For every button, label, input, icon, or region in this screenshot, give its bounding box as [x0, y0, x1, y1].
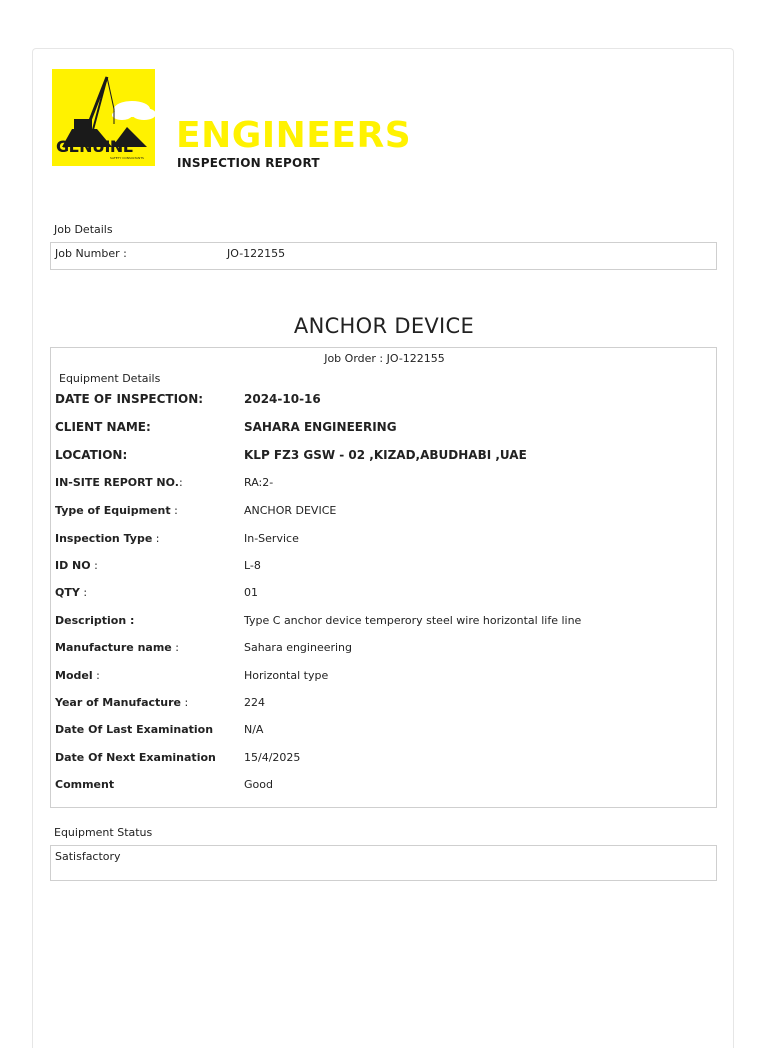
detail-value: 224 — [244, 696, 265, 709]
detail-value: Sahara engineering — [244, 641, 353, 654]
detail-value: In-Service — [244, 532, 299, 545]
company-logo — [52, 69, 155, 166]
detail-key: IN-SITE REPORT NO. — [55, 476, 179, 489]
equipment-status-box — [50, 845, 717, 881]
equipment-details-label: Equipment Details — [59, 372, 161, 385]
detail-key: Type of Equipment — [55, 504, 171, 517]
equipment-status-label: Equipment Status — [54, 826, 153, 839]
detail-key: ID NO — [55, 559, 91, 572]
detail-key-suffix: : — [79, 586, 88, 599]
job-details-label: Job Details — [54, 223, 113, 236]
detail-value: RA:2- — [244, 476, 274, 489]
detail-value: L-8 — [244, 559, 261, 572]
job-order: Job Order : JO-122155 — [324, 352, 445, 365]
detail-key: Manufacture name — [55, 641, 172, 654]
detail-key: Year of Manufacture — [55, 696, 182, 709]
detail-value: ANCHOR DEVICE — [244, 504, 337, 517]
detail-value: Horizontal type — [244, 669, 329, 682]
detail-key-suffix: : — [152, 532, 160, 545]
detail-value: SAHARA ENGINEERING — [244, 420, 397, 434]
detail-key: CLIENT NAME: — [55, 420, 151, 434]
equipment-details-box — [50, 347, 717, 808]
page-title: ANCHOR DEVICE — [293, 314, 475, 338]
report-subtitle: INSPECTION REPORT — [177, 156, 320, 170]
detail-key-suffix: : — [170, 504, 178, 517]
detail-key-suffix: : — [171, 641, 179, 654]
detail-key-suffix: : — [92, 669, 100, 682]
detail-key: Inspection Type — [55, 532, 153, 545]
detail-value: Type C anchor device temperory steel wire horizontal life line — [244, 614, 582, 627]
job-details-box — [50, 242, 717, 270]
detail-key: Comment — [55, 778, 115, 791]
detail-value: KLP FZ3 GSW - 02 ,KIZAD,ABUDHABI ,UAE — [244, 448, 527, 462]
detail-value: N/A — [244, 723, 264, 736]
detail-value: Good — [244, 778, 273, 791]
detail-key: LOCATION: — [55, 448, 128, 462]
detail-key: Date Of Last Examination — [55, 723, 214, 736]
detail-key: Model — [55, 669, 93, 682]
detail-value: 01 — [244, 586, 258, 599]
detail-key-suffix: : — [181, 696, 189, 709]
detail-value: 2024-10-16 — [244, 392, 321, 406]
brand-name: ENGINEERS — [176, 115, 412, 156]
detail-key: QTY — [55, 586, 80, 599]
detail-key-suffix: : — [90, 559, 98, 572]
detail-key: Date Of Next Examination — [55, 751, 216, 764]
logo-subtext: SAFETY CONSULTANTS — [110, 156, 144, 160]
detail-key: Description : — [55, 614, 135, 627]
equipment-status-value: Satisfactory — [55, 850, 121, 863]
detail-value: 15/4/2025 — [244, 751, 301, 764]
logo-text: GENUINE — [56, 137, 134, 156]
detail-key-suffix: : — [178, 476, 183, 489]
job-number-value: JO-122155 — [227, 247, 286, 260]
detail-key: DATE OF INSPECTION: — [55, 392, 204, 406]
job-number-label: Job Number : — [55, 247, 127, 260]
